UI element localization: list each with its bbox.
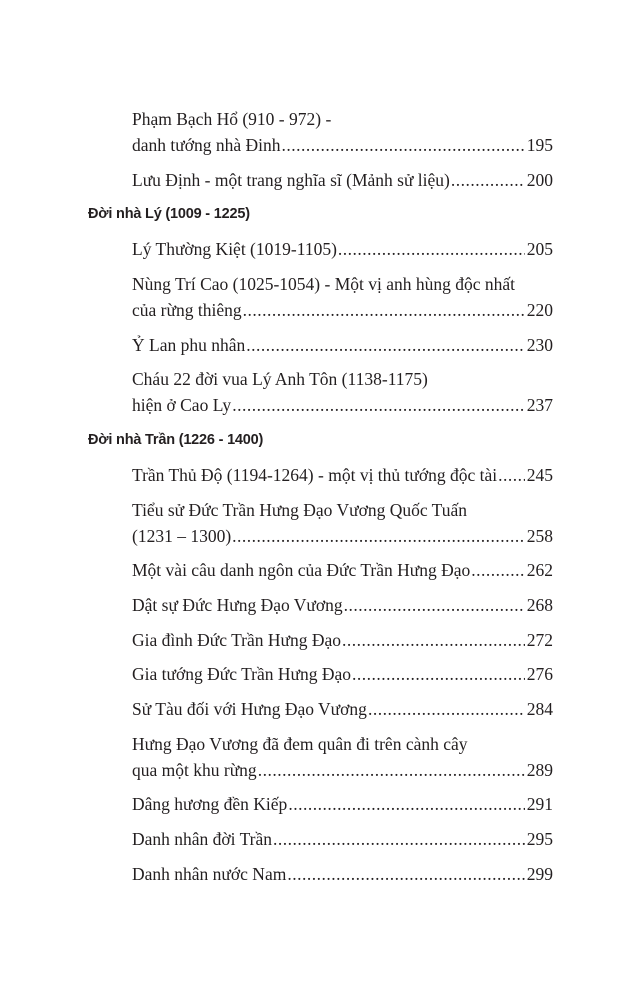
toc-entry [132, 592, 553, 618]
toc-entry-title: Sử Tàu đối với Hưng Đạo Vương [132, 699, 367, 719]
toc-line [132, 297, 553, 323]
toc-entry [132, 826, 553, 852]
toc-line [132, 497, 553, 523]
page-number: 272 [526, 630, 553, 650]
toc-line [132, 366, 553, 392]
page-number: 230 [526, 335, 553, 355]
section-heading-tran: Đời nhà Trần (1226 - 1400) [88, 432, 264, 448]
toc-line [132, 132, 553, 158]
toc-line [132, 106, 553, 132]
page-number: 268 [526, 595, 553, 615]
toc-entry-title: Gia tướng Đức Trần Hưng Đạo [132, 664, 352, 684]
toc-entry-title: Dật sự Đức Hưng Đạo Vương [132, 595, 343, 615]
toc-line [132, 826, 553, 852]
toc-entry [132, 661, 553, 687]
dot-leader [471, 557, 524, 583]
toc-entry [132, 696, 553, 722]
page-number: 284 [526, 699, 553, 719]
dot-leader [451, 167, 525, 193]
toc-line [132, 757, 553, 783]
toc-entry [132, 627, 553, 653]
page-number: 295 [526, 829, 553, 849]
toc-line [132, 861, 553, 887]
page-number: 237 [526, 395, 553, 415]
toc-entry-title: Tiểu sử Đức Trần Hưng Đạo Vương Quốc Tuấn [132, 500, 468, 520]
dot-leader [258, 757, 525, 783]
page-number: 258 [526, 526, 553, 546]
dot-leader [498, 462, 525, 488]
toc-entry [132, 271, 553, 323]
toc-entry-title: Lưu Định - một trang nghĩa sĩ (Mảnh sử liệu) [132, 170, 450, 190]
toc-line [132, 661, 553, 687]
dot-leader [232, 523, 525, 549]
toc-entry-title: Dâng hương đền Kiếp [132, 794, 288, 814]
toc-entry-title: Hưng Đạo Vương đã đem quân đi trên cành cây [132, 734, 468, 754]
toc-entry [132, 366, 553, 418]
toc-line [132, 332, 553, 358]
toc-line [132, 236, 553, 262]
toc-entry [132, 557, 553, 583]
page-number: 276 [526, 664, 553, 684]
toc-entry-title: qua một khu rừng [132, 760, 257, 780]
toc-entry-title: (1231 – 1300) [132, 526, 232, 546]
toc-entry [132, 791, 553, 817]
toc-entry [132, 497, 553, 549]
section-heading-ly: Đời nhà Lý (1009 - 1225) [88, 206, 250, 222]
dot-leader [338, 236, 525, 262]
toc-line [132, 557, 553, 583]
toc-entry-title: Phạm Bạch Hổ (910 - 972) - [132, 109, 332, 129]
page-number: 200 [526, 170, 553, 190]
toc-entry-title: Gia đình Đức Trần Hưng Đạo [132, 630, 342, 650]
dot-leader [288, 791, 524, 817]
page-number: 205 [526, 239, 553, 259]
toc-entry-title: Một vài câu danh ngôn của Đức Trần Hưng Đạo [132, 560, 471, 580]
page-number: 262 [526, 560, 553, 580]
toc-entry-title: Danh nhân nước Nam [132, 864, 287, 884]
toc-entry [132, 167, 553, 193]
toc-entry-title: Cháu 22 đời vua Lý Anh Tôn (1138-1175) [132, 369, 428, 389]
page-number: 299 [526, 864, 553, 884]
dot-leader [273, 826, 525, 852]
toc-entry [132, 731, 553, 783]
toc-entry [132, 332, 553, 358]
dot-leader [246, 332, 525, 358]
dot-leader [232, 392, 525, 418]
toc-entry-title: của rừng thiêng [132, 300, 242, 320]
page-number: 291 [526, 794, 553, 814]
toc-line [132, 696, 553, 722]
toc-line [132, 167, 553, 193]
toc-entry-title: Ỷ Lan phu nhân [132, 335, 246, 355]
dot-leader [243, 297, 525, 323]
toc-entry-title: Danh nhân đời Trần [132, 829, 273, 849]
toc-line [132, 271, 553, 297]
page-number: 289 [526, 760, 553, 780]
toc-entry-title: hiện ở Cao Ly [132, 395, 232, 415]
dot-leader [352, 661, 525, 687]
toc-line [132, 627, 553, 653]
dot-leader [344, 592, 525, 618]
page-number: 220 [526, 300, 553, 320]
toc-entry [132, 861, 553, 887]
toc-entry-title: Trần Thủ Độ (1194-1264) - một vị thủ tướng độc tài [132, 465, 498, 485]
toc-entry [132, 236, 553, 262]
dot-leader [282, 132, 525, 158]
toc-line [132, 592, 553, 618]
toc-line [132, 791, 553, 817]
dot-leader [368, 696, 525, 722]
toc-line [132, 523, 553, 549]
toc-line [132, 392, 553, 418]
page-number: 195 [526, 135, 553, 155]
toc-line [132, 731, 553, 757]
toc-entry-title: Nùng Trí Cao (1025-1054) - Một vị anh hùng độc nhất [132, 274, 516, 294]
toc-entry [132, 106, 553, 158]
toc-entry [132, 462, 553, 488]
dot-leader [287, 861, 524, 887]
toc-line [132, 462, 553, 488]
page-number: 245 [526, 465, 553, 485]
dot-leader [342, 627, 525, 653]
toc-entry-title: danh tướng nhà Đinh [132, 135, 281, 155]
toc-entry-title: Lý Thường Kiệt (1019-1105) [132, 239, 337, 259]
